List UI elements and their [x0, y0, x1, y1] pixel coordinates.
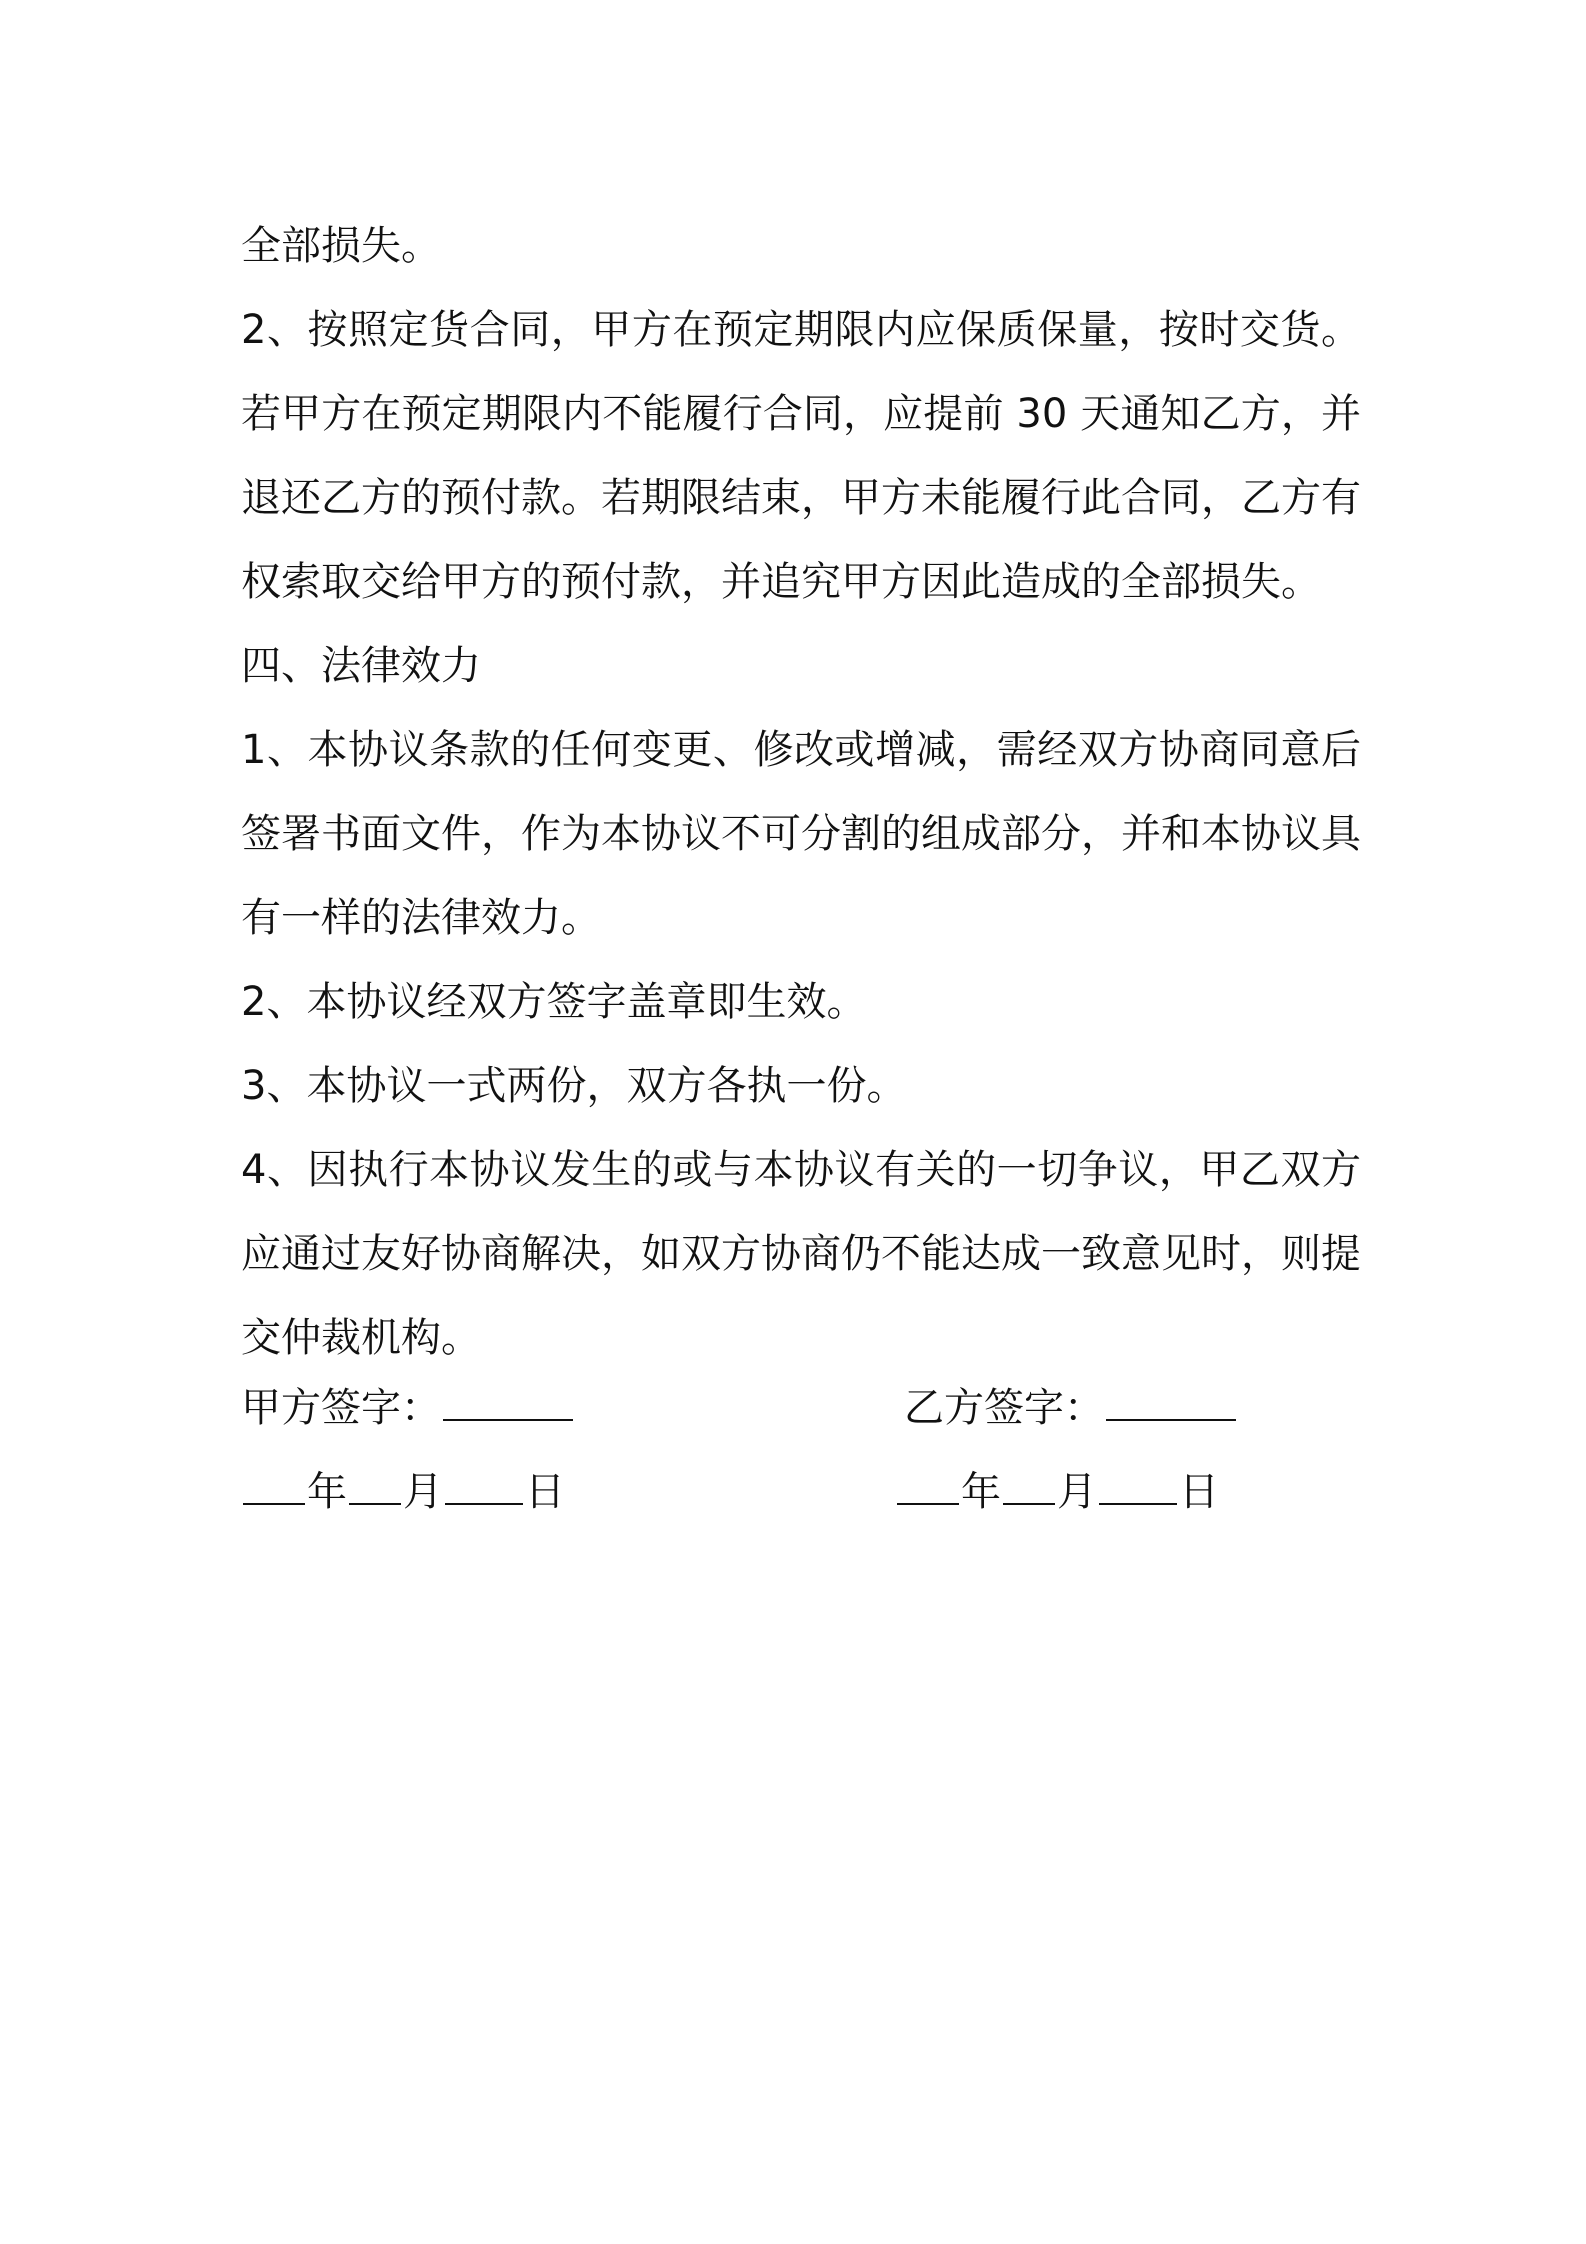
party-a-date	[241, 1450, 565, 1534]
party-a-year-blank	[243, 1461, 305, 1505]
paragraph-clause-2-effective: 2、本协议经双方签字盖章即生效。	[241, 979, 867, 1025]
party-a-day-blank	[445, 1461, 523, 1505]
paragraph-clause-4-disputes: 4、因执行本协议发生的或与本协议有关的一切争议，甲乙双方应通过友好协商解决，如双方协商仍不能达成一致意见时，则提交仲裁机构。	[241, 1147, 1361, 1361]
paragraph-clause-2-delivery: 2、按照定货合同，甲方在预定期限内应保质保量，按时交货。若甲方在预定期限内不能履行合同，应提前 30 天通知乙方，并退还乙方的预付款。若期限结束，甲方未能履行此合同，乙方有权索取交给甲方的预付款，并追究甲方因此造成的全部损失。	[241, 307, 1361, 605]
party-b-year-label: 年	[961, 1469, 1001, 1515]
party-b-month-blank	[1003, 1461, 1055, 1505]
party-b-signature-label: 乙方签字：	[904, 1385, 1104, 1431]
party-a-signature-label: 甲方签字：	[241, 1385, 441, 1431]
party-b-date	[895, 1450, 1219, 1534]
party-a-month-label: 月	[403, 1469, 443, 1515]
party-a-month-blank	[349, 1461, 401, 1505]
party-a-year-label: 年	[307, 1469, 347, 1515]
party-b-signature	[904, 1366, 1238, 1450]
party-a-signature-blank	[443, 1377, 573, 1421]
party-b-day-label: 日	[1179, 1469, 1219, 1515]
party-a-signature	[241, 1366, 575, 1450]
party-b-month-label: 月	[1057, 1469, 1097, 1515]
document-body	[241, 204, 1361, 1380]
party-b-year-blank	[897, 1461, 959, 1505]
party-b-day-blank	[1099, 1461, 1177, 1505]
section-heading-legal-effect: 四、法律效力	[241, 643, 481, 689]
paragraph-clause-3-copies: 3、本协议一式两份，双方各执一份。	[241, 1063, 907, 1109]
party-b-signature-blank	[1106, 1377, 1236, 1421]
party-a-day-label: 日	[525, 1469, 565, 1515]
paragraph-loss-continued: 全部损失。	[241, 223, 441, 269]
paragraph-clause-1-amendment: 1、本协议条款的任何变更、修改或增减，需经双方协商同意后签署书面文件，作为本协议不可分割的组成部分，并和本协议具有一样的法律效力。	[241, 727, 1361, 941]
